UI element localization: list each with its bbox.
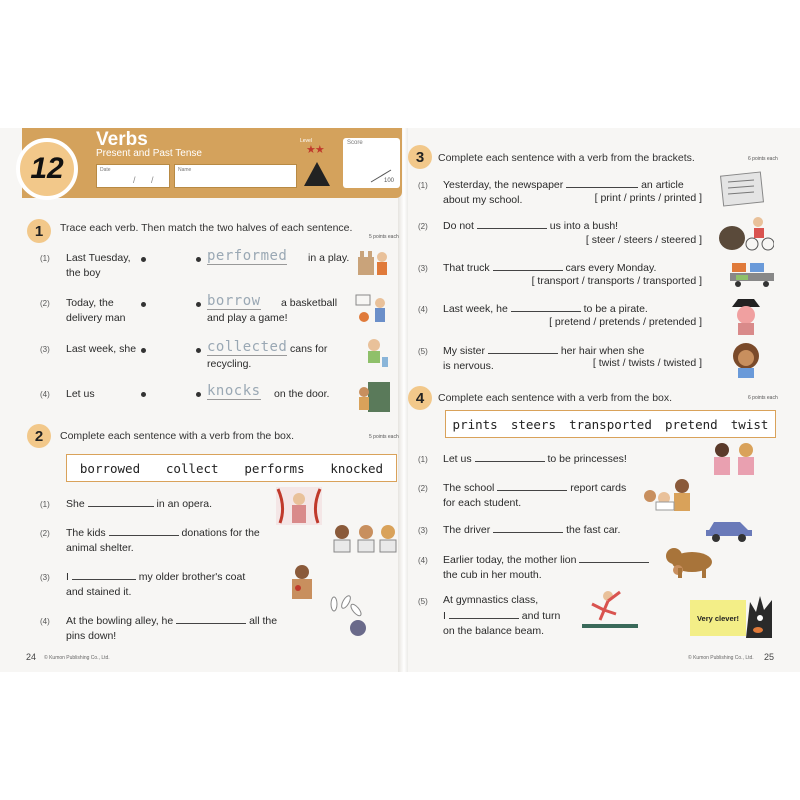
question-number: (2) [418, 484, 428, 493]
sentence: She in an opera. [66, 498, 212, 510]
sentence-start: Today, the delivery man [66, 297, 126, 324]
section-1-instruction: Trace each verb. Then match the two halves of each sentence. [60, 222, 353, 234]
hair-twist-illustration [728, 340, 764, 378]
coat-stain-illustration [284, 562, 320, 602]
recycling-girl-illustration [356, 337, 392, 369]
match-dot-left[interactable] [141, 392, 146, 397]
sentence: My sister her hair when she is nervous. [443, 345, 645, 372]
sentence: At the bowling alley, he all the pins down! [66, 615, 278, 642]
match-dot-right[interactable] [196, 302, 201, 307]
newspaper-illustration [720, 170, 770, 210]
word-option: knocked [330, 460, 384, 476]
sentence-start: Last week, she [66, 343, 137, 355]
word-option: transported [569, 416, 652, 432]
sentence: Earlier today, the mother lion the cub in her mouth. [443, 552, 649, 583]
section-3-points: 6 points each [748, 156, 778, 162]
trace-word[interactable]: borrow [207, 293, 261, 309]
question-number: (3) [418, 526, 428, 535]
question-number: (3) [418, 264, 428, 273]
question-number: (2) [40, 529, 50, 538]
answer-blank[interactable] [579, 552, 649, 563]
section-3-badge: 3 [408, 145, 432, 169]
sentence-end: in a play. [308, 252, 350, 264]
answer-blank[interactable] [493, 522, 563, 533]
praise-sticker: Very clever! [690, 600, 746, 636]
level-stars-icon: ★★ [306, 144, 324, 156]
answer-blank[interactable] [449, 608, 519, 619]
answer-blank[interactable] [477, 218, 547, 229]
sentence: That truck cars every Monday. [443, 262, 657, 274]
section-1-badge: 1 [27, 219, 51, 243]
sentence: Last week, he to be a pirate. [443, 303, 648, 315]
sentence: Let us to be princesses! [443, 453, 627, 465]
lion-cub-illustration [664, 544, 716, 580]
match-dot-right[interactable] [196, 257, 201, 262]
match-dot-right[interactable] [196, 348, 201, 353]
question-number: (2) [418, 222, 428, 231]
answer-blank[interactable] [566, 177, 638, 188]
match-dot-left[interactable] [141, 257, 146, 262]
sentence: Yesterday, the newspaper an article about my school. [443, 179, 684, 206]
unit-number-badge: 12 [16, 138, 78, 200]
date-field[interactable]: Date / / [96, 164, 170, 188]
verb-options: [ pretend / pretends / pretended ] [549, 316, 702, 328]
section-2-badge: 2 [27, 424, 51, 448]
book-gutter [398, 128, 408, 672]
word-box-2 [445, 410, 776, 438]
report-cards-illustration [636, 476, 698, 514]
answer-blank[interactable] [497, 480, 567, 491]
sentence: I my older brother's coat and stained it. [66, 571, 246, 598]
sentence-start: Let us [66, 388, 95, 400]
score-box[interactable]: Score 100 [343, 138, 400, 188]
word-option: prints [452, 416, 498, 432]
car-transporter-illustration [728, 257, 776, 287]
page-title: Verbs [96, 129, 148, 150]
bike-bush-illustration [718, 212, 774, 252]
match-dot-left[interactable] [141, 348, 146, 353]
door-knock-illustration [356, 380, 392, 412]
right-publisher: © Kumon Publishing Co., Ltd. [688, 655, 754, 661]
answer-blank[interactable] [488, 343, 558, 354]
section-2-points: 5 points each [369, 434, 399, 440]
page-subtitle: Present and Past Tense [96, 148, 202, 159]
sentence-end: a basketball and play a game! [207, 297, 338, 324]
question-number: (2) [40, 299, 50, 308]
bowling-illustration [326, 594, 372, 640]
mountain-icon [304, 162, 330, 186]
answer-blank[interactable] [511, 301, 581, 312]
sentence-end: on the door. [274, 388, 330, 400]
word-option: performs [244, 460, 305, 476]
match-dot-right[interactable] [196, 392, 201, 397]
section-4-instruction: Complete each sentence with a verb from the box. [438, 392, 673, 404]
sentence: Do not us into a bush! [443, 220, 619, 232]
question-number: (1) [40, 254, 50, 263]
level-label: Level [300, 138, 312, 144]
section-2-instruction: Complete each sentence with a verb from the box. [60, 430, 295, 442]
question-number: (1) [40, 500, 50, 509]
sentence: At gymnastics class, I and turn on the balance beam. [443, 594, 561, 637]
question-number: (5) [418, 347, 428, 356]
trace-word[interactable]: collected [207, 339, 288, 355]
sentence: The school report cards for each student. [443, 482, 627, 509]
answer-blank[interactable] [475, 451, 545, 462]
word-option: twist [730, 416, 769, 432]
match-dot-left[interactable] [141, 302, 146, 307]
hedgehog-mascot-illustration [742, 592, 778, 640]
answer-blank[interactable] [109, 525, 179, 536]
name-field[interactable]: Name [174, 164, 297, 188]
word-option: borrowed [79, 460, 141, 476]
word-box-1 [66, 454, 397, 482]
sentence: The driver the fast car. [443, 524, 621, 536]
basketball-illustration [354, 293, 392, 327]
question-number: (4) [40, 617, 50, 626]
trace-word[interactable]: performed [207, 248, 288, 264]
question-number: (4) [418, 556, 428, 565]
sentence-start: Last Tuesday, the boy [66, 252, 131, 279]
answer-blank[interactable] [88, 496, 154, 507]
verb-options: [ twist / twists / twisted ] [592, 357, 702, 369]
word-option: collect [165, 460, 219, 476]
section-4-badge: 4 [408, 386, 432, 410]
answer-blank[interactable] [176, 613, 246, 624]
question-number: (3) [40, 345, 50, 354]
section-3-instruction: Complete each sentence with a verb from the brackets. [438, 152, 695, 164]
gymnast-illustration [580, 584, 640, 634]
castle-play-illustration [356, 247, 390, 277]
right-page-number: 25 [764, 652, 775, 662]
word-option: steers [510, 416, 556, 432]
question-number: (1) [418, 181, 428, 190]
verb-options: [ steer / steers / steered ] [585, 234, 702, 246]
answer-blank[interactable] [72, 569, 136, 580]
verb-options: [ transport / transports / transported ] [531, 275, 702, 287]
trace-word[interactable]: knocks [207, 383, 261, 399]
princesses-illustration [708, 440, 760, 476]
sentence: The kids donations for the animal shelter. [66, 527, 260, 554]
fast-car-illustration [704, 512, 754, 542]
question-number: (5) [418, 597, 428, 606]
sentence-end: cans for recycling. [207, 343, 328, 370]
answer-blank[interactable] [493, 260, 563, 271]
question-number: (1) [418, 455, 428, 464]
word-option: pretend [664, 416, 718, 432]
pirate-illustration [728, 297, 764, 335]
question-number: (4) [418, 305, 428, 314]
section-1-points: 5 points each [369, 234, 399, 240]
question-number: (4) [40, 390, 50, 399]
kids-donations-illustration [330, 520, 400, 556]
opera-singer-illustration [276, 487, 322, 525]
left-publisher: © Kumon Publishing Co., Ltd. [44, 655, 110, 661]
verb-options: [ print / prints / printed ] [594, 192, 702, 204]
left-page-number: 24 [26, 652, 37, 662]
question-number: (3) [40, 573, 50, 582]
section-4-points: 6 points each [748, 395, 778, 401]
